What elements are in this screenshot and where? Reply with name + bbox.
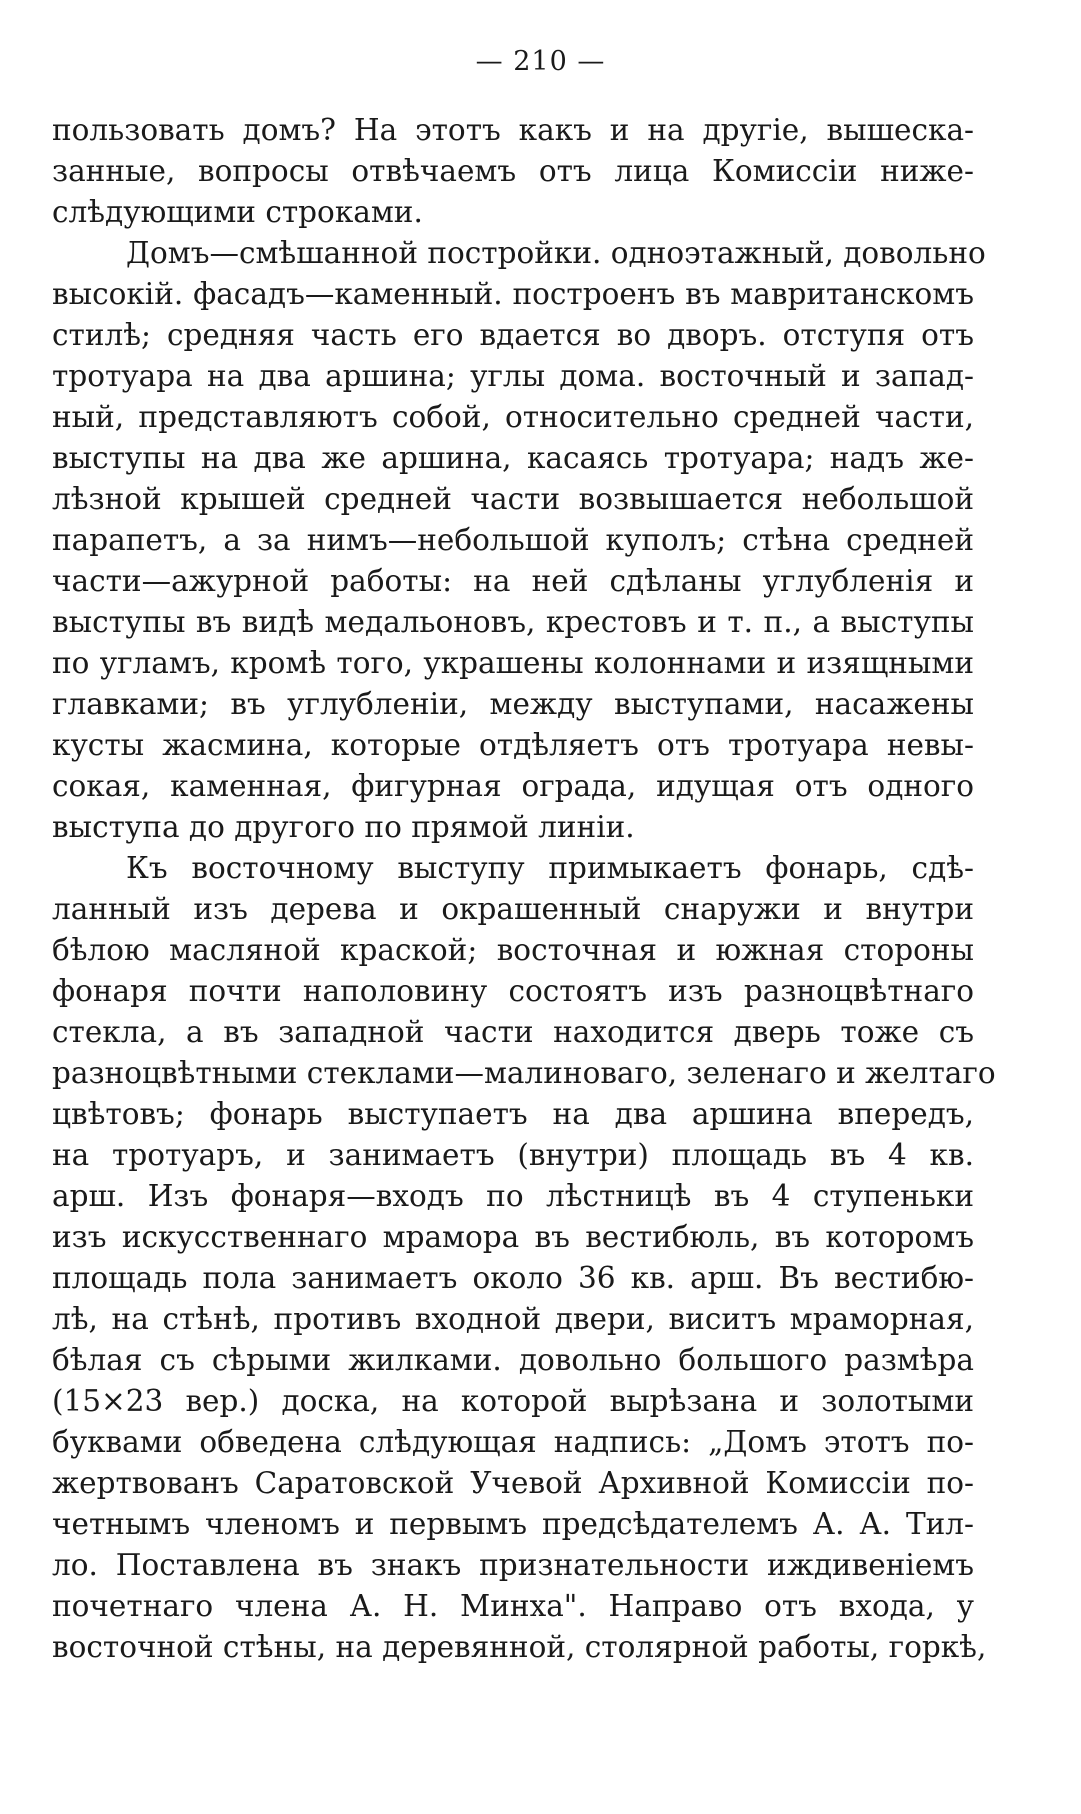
text-line: цвѣтовъ; фонарь выступаетъ на два аршина впередъ,	[52, 1097, 974, 1131]
text-line: выступы въ видѣ медальоновъ, крестовъ и т. п., а выступы	[52, 605, 974, 639]
text-line: стекла, а въ западной части находится дверь тоже съ	[52, 1015, 974, 1049]
text-line: слѣдующими строками.	[52, 195, 423, 229]
text-line: части—ажурной работы: на ней сдѣланы углубленія и	[52, 564, 974, 598]
text-line: жертвованъ Саратовской Учевой Архивной Комиссіи по-	[52, 1466, 974, 1500]
text-line: пользовать домъ? На этотъ какъ и на другіе, вышеска-	[52, 113, 974, 147]
text-line: площадь пола занимаетъ около 36 кв. арш. Въ вестибю-	[52, 1261, 974, 1295]
text-line: разноцвѣтными стеклами—малиноваго, зеленаго и желтаго	[52, 1056, 996, 1090]
text-line: арш. Изъ фонаря—входъ по лѣстницѣ въ 4 ступеньки	[52, 1179, 974, 1213]
text-line: главками; въ углубленіи, между выступами, насажены	[52, 687, 974, 721]
text-line: фонаря почти наполовину состоятъ изъ разноцвѣтнаго	[52, 974, 974, 1008]
text-line: бѣлая съ сѣрыми жилками. довольно большого размѣра	[52, 1343, 974, 1377]
text-line: лѣзной крышей средней части возвышается небольшой	[52, 482, 974, 516]
text-line: выступа до другого по прямой линіи.	[52, 810, 635, 844]
text-line: восточной стѣны, на деревянной, столярной работы, горкѣ,	[52, 1630, 987, 1664]
text-line: по угламъ, кромѣ того, украшены колоннами и изящными	[52, 646, 974, 680]
text-line: сокая, каменная, фигурная ограда, идущая отъ одного	[52, 769, 974, 803]
text-line: почетнаго члена А. Н. Минха". Направо отъ входа, у	[52, 1589, 974, 1623]
text-line: кусты жасмина, которые отдѣляетъ отъ тротуара невы-	[52, 728, 974, 762]
text-line: (15×23 вер.) доска, на которой вырѣзана и золотыми	[52, 1384, 974, 1418]
text-line: занные, вопросы отвѣчаемъ отъ лица Комиссіи ниже-	[52, 154, 974, 188]
text-line: стилѣ; средняя часть его вдается во дворъ. отступя отъ	[52, 318, 974, 352]
text-line: ло. Поставлена въ знакъ признательности иждивеніемъ	[52, 1548, 974, 1582]
text-line: бѣлою масляной краской; восточная и южная стороны	[52, 933, 974, 967]
text-line: изъ искусственнаго мрамора въ вестибюль, въ которомъ	[52, 1220, 974, 1254]
text-line: лѣ, на стѣнѣ, противъ входной двери, виситъ мраморная,	[52, 1302, 974, 1336]
text-line: буквами обведена слѣдующая надпись: „Домъ этотъ по-	[52, 1425, 974, 1459]
text-line: на тротуаръ, и занимаетъ (внутри) площадь въ 4 кв.	[52, 1138, 974, 1172]
text-line: высокій. фасадъ—каменный. построенъ въ мавританскомъ	[52, 277, 974, 311]
text-line: Домъ—смѣшанной постройки. одноэтажный, довольно	[126, 236, 986, 270]
page-number: — 210 —	[475, 46, 606, 77]
text-line: тротуара на два аршина; углы дома. восточный и запад-	[52, 359, 974, 393]
text-line: Къ восточному выступу примыкаетъ фонарь, сдѣ-	[126, 851, 974, 885]
body-text	[52, 110, 996, 1668]
text-line: ный, представляютъ собой, относительно средней части,	[52, 400, 974, 434]
text-line: ланный изъ дерева и окрашенный снаружи и внутри	[52, 892, 974, 926]
text-line: парапетъ, а за нимъ—небольшой куполъ; стѣна средней	[52, 523, 974, 557]
text-line: четнымъ членомъ и первымъ предсѣдателемъ А. А. Тил-	[52, 1507, 974, 1541]
text-line: выступы на два же аршина, касаясь тротуара; надъ же-	[52, 441, 974, 475]
